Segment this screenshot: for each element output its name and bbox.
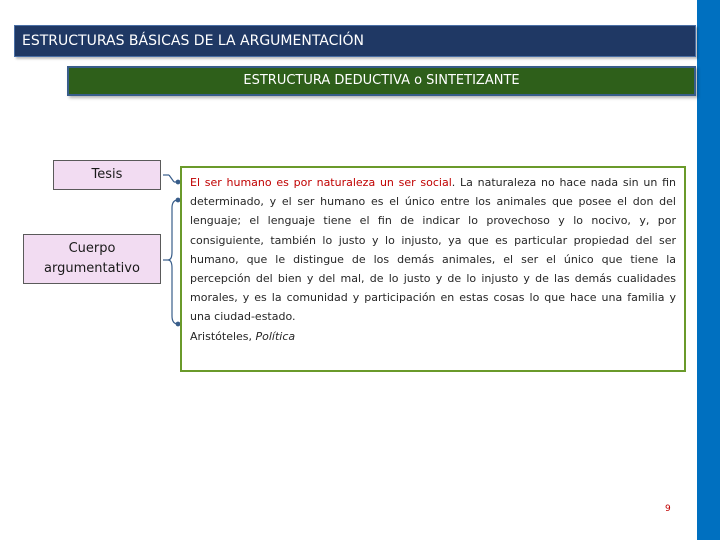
cuerpo-argumentativo-label: [23, 234, 161, 284]
bracket-connector: [162, 160, 180, 326]
cuerpo-label-line2: argumentativo: [44, 261, 140, 276]
section-subtitle: ESTRUCTURA DEDUCTIVA o SINTETIZANTE: [67, 66, 696, 96]
bracket-cuerpo: [163, 198, 180, 326]
author-name: Aristóteles,: [190, 329, 256, 343]
tesis-label: [53, 160, 161, 190]
thesis-statement: El ser humano es por naturaleza un ser social: [190, 176, 452, 189]
cuerpo-label-line1: Cuerpo: [68, 241, 116, 256]
bracket-tesis: [163, 175, 180, 184]
tesis-label-text: Tesis: [91, 167, 123, 182]
cuerpo-label-text: [44, 239, 140, 279]
attribution: [190, 327, 676, 346]
work-title: Política: [255, 329, 296, 343]
argument-text-box: [180, 166, 686, 372]
argument-paragraph: [190, 173, 676, 327]
page-title: ESTRUCTURAS BÁSICAS DE LA ARGUMENTACIÓN: [14, 25, 696, 57]
page-number: 9: [665, 504, 671, 514]
accent-strip: [697, 0, 720, 540]
argument-body: . La naturaleza no hace nada sin un fin determinado, y el ser humano es el único entre los animales que posee el don del lenguaje; el lenguaje tiene el fin de indicar lo provechoso y lo nocivo, y, por consiguiente, también lo justo y lo injusto, ya que es particular propiedad del ser humano, que le distingue de los demás animales, el ser el único que tiene la percepción del bien y del mal, de lo justo y de lo injusto y de las demás cualidades morales, y es la comunidad y participación en estas cosas lo que hace una familia y una ciudad-estado.: [190, 176, 676, 324]
